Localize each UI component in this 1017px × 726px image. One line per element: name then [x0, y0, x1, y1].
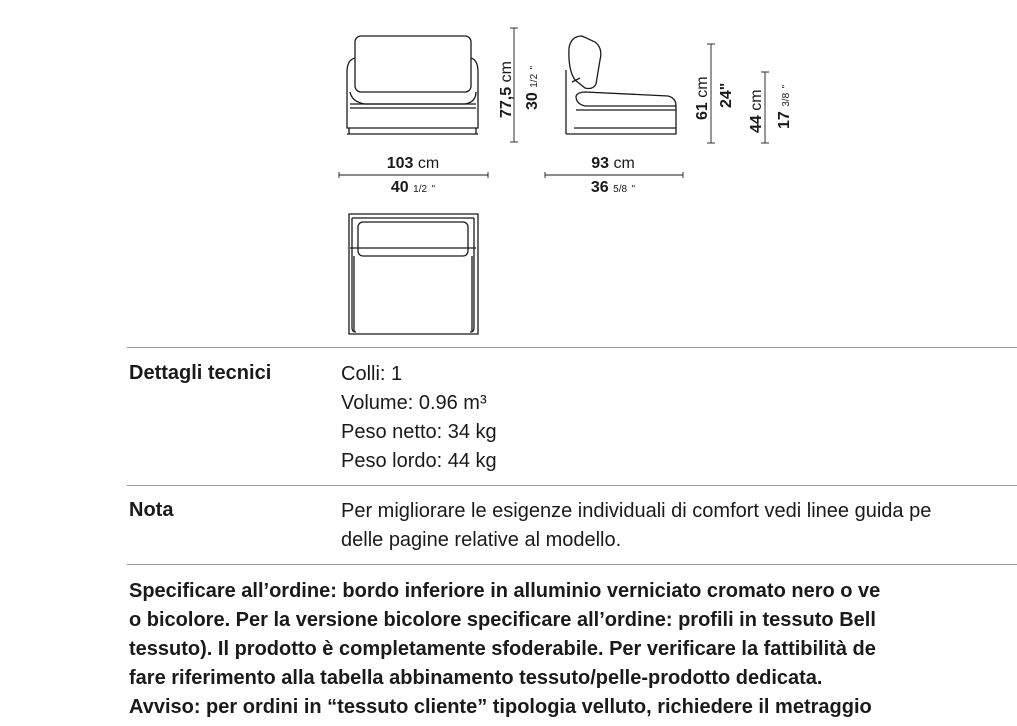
seat-height-cm-label: 44 cm: [748, 89, 765, 133]
front-height-cm-label: 77,5 cm: [498, 61, 515, 118]
order-line: Avviso: per ordini in “tessuto cliente” tipologia velluto, richiedere il metraggio: [129, 696, 872, 718]
net-weight-value: Peso netto: 34 kg: [341, 421, 497, 443]
width-in-label: 40 1/2 ": [390, 179, 436, 196]
depth-in-label: 36 5/8 ": [590, 179, 636, 196]
divider: [127, 564, 1017, 565]
gross-weight-value: Peso lordo: 44 kg: [341, 450, 497, 472]
technical-details-label: Dettagli tecnici: [129, 362, 272, 384]
divider: [127, 485, 1017, 486]
technical-drawing: [0, 0, 1017, 345]
depth-dimension-line: [545, 172, 683, 178]
side-height-in-label: 24": [718, 82, 735, 108]
note-text: [341, 497, 931, 555]
note-line: delle pagine relative al modello.: [341, 529, 622, 551]
order-line: tessuto). Il prodotto è completamente sfoderabile. Per verificare la fattibilità de: [129, 638, 876, 660]
technical-details-values: [341, 360, 497, 476]
order-line: fare riferimento alla tabella abbinamento tessuto/pelle-prodotto dedicata.: [129, 667, 823, 689]
side-view-drawing: [566, 36, 676, 134]
front-view-drawing: [347, 36, 478, 134]
volume-value: Volume: 0.96 m³: [341, 392, 487, 414]
order-instructions: [129, 577, 880, 722]
depth-cm-label: 93 cm: [591, 155, 635, 172]
width-dimension-line: [339, 172, 488, 178]
side-height-cm-label: 61 cm: [694, 76, 711, 120]
note-line: Per migliorare le esigenze individuali di comfort vedi linee guida pe: [341, 500, 932, 522]
order-line: o bicolore. Per la versione bicolore specificare all’ordine: profili in tessuto Bell: [129, 609, 876, 631]
seat-height-in-label: 17 3/8 ": [776, 84, 793, 129]
top-view-drawing: [349, 214, 478, 334]
front-height-in-label: 30 1/2 ": [524, 65, 541, 110]
width-cm-label: 103 cm: [386, 155, 440, 172]
note-label: Nota: [129, 499, 174, 521]
order-line: Specificare all’ordine: bordo inferiore in alluminio verniciato cromato nero o ve: [129, 580, 881, 602]
packages-value: Colli: 1: [341, 363, 403, 385]
divider: [127, 347, 1017, 348]
